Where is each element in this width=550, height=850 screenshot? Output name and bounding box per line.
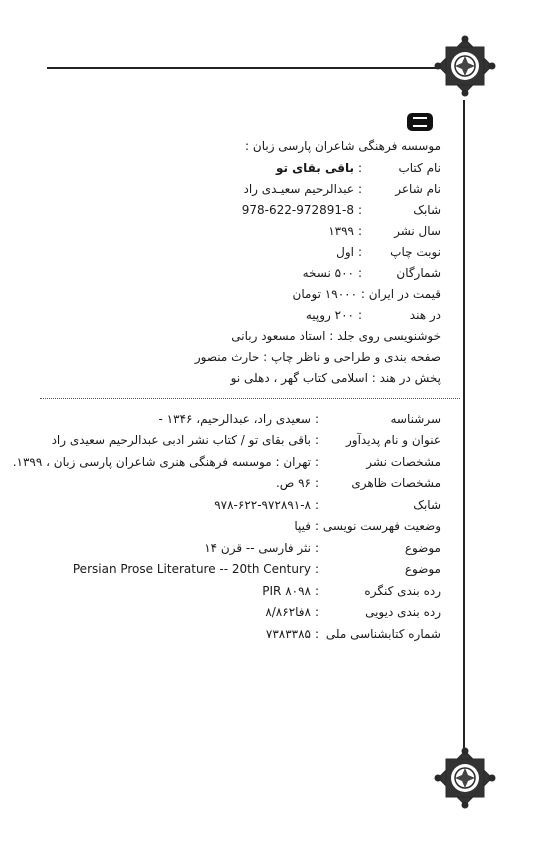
side-rule [463,100,465,760]
catalog-value: PIR ۸۰۹۸ [262,583,311,598]
field-label: در هند [409,307,441,322]
field-separator: : [357,265,363,280]
india-distribution: پخش در هند : اسلامی کتاب گهر ، دهلی نو [230,370,441,385]
publisher-block [111,135,441,388]
catalog-separator: : [314,497,320,512]
catalog-separator: : [314,583,320,598]
field-label: نام کتاب [398,160,441,175]
catalog-label: شابک [413,497,441,512]
edition: اول [336,244,354,259]
catalog-separator: : [314,454,320,469]
dotted-divider [40,398,460,399]
catalog-separator: : [314,433,320,448]
catalog-row [1,580,441,602]
catalog-value: ۷۳۸۳۳۸۵ [265,626,311,641]
catalog-value: نثر فارسی -- قرن ۱۴ [204,540,311,555]
catalog-row [1,451,441,473]
field-label: سال نشر [394,223,441,238]
field-separator: : [357,244,363,259]
catalog-value: فیپا [294,519,311,534]
catalog-value: ۸فا۸/۸۶۲ [265,605,311,620]
field-row [111,157,441,178]
catalog-label: سرشناسه [390,411,441,426]
field-separator: : [357,202,363,217]
publisher-logo-icon [407,113,433,131]
catalog-row [1,430,441,452]
catalog-row [1,473,441,495]
catalog-row [1,602,441,624]
catalog-separator: : [314,605,320,620]
field-row [111,199,441,220]
field-row [111,241,441,262]
field-label: شابک [413,202,441,217]
catalog-value: ۹۶ ص. [275,476,311,491]
calligraphy-credit: خوشنویسی روی جلد : استاد مسعود ربانی [231,328,441,343]
catalog-row [1,516,441,538]
catalog-separator: : [314,519,320,534]
print-run: ۵۰۰ نسخه [302,265,354,280]
catalog-label: رده بندی دیویی [365,605,441,620]
field-separator: : [357,223,363,238]
catalog-separator: : [314,562,320,577]
catalog-label: رده بندی کنگره [364,583,441,598]
ornament-top-icon [432,33,498,99]
field-row [111,304,441,325]
catalog-separator: : [314,411,320,426]
publication-year: ۱۳۹۹ [328,223,354,238]
layout-credit: صفحه بندی و طراحی و ناظر چاپ : حارث منصور [194,349,441,364]
catalog-label: مشخصات ظاهری [351,476,441,491]
book-title: باقی بقای تو [275,160,354,175]
field-row [111,178,441,199]
isbn: 978-622-972891-8 [241,202,354,217]
catalog-value: تهران : موسسه فرهنگی هنری شاعران پارسی زبان ، ۱۳۹۹. [12,454,311,469]
catalog-row [1,537,441,559]
field-separator: : [357,181,363,196]
catalog-value: سعیدی راد، عبدالرحیم، ۱۳۴۶ - [158,411,311,426]
price-iran: قیمت در ایران : ۱۹۰۰۰ تومان [292,286,441,301]
catalog-value: ۹۷۸-۶۲۲-۹۷۲۸۹۱-۸ [214,497,311,512]
field-row [111,262,441,283]
publisher-name: موسسه فرهنگی شاعران پارسی زبان : [245,139,441,153]
ornament-bottom-icon [432,745,498,811]
catalog-separator: : [314,626,320,641]
catalog-label: وضعیت فهرست نویسی [322,519,441,534]
top-rule [47,67,447,69]
catalog-label: موضوع [404,562,441,577]
catalog-block [1,408,441,645]
price-india: ۲۰۰ روپیه [305,307,354,322]
catalog-value: Persian Prose Literature -- 20th Century [72,562,311,577]
catalog-value: باقی بقای تو / کتاب نشر ادبی عبدالرحیم سعیدی راد [51,433,311,448]
field-label: نوبت چاپ [390,244,441,259]
catalog-row [1,559,441,581]
catalog-separator: : [314,476,320,491]
catalog-label: موضوع [404,540,441,555]
catalog-separator: : [314,540,320,555]
field-separator: : [357,307,363,322]
poet-name: عبدالرحیم سعیـدی راد [243,181,354,196]
field-row [111,220,441,241]
catalog-row [1,623,441,645]
catalog-label: شماره کتابشناسی ملی [325,626,441,641]
field-separator: : [357,160,363,175]
field-label: نام شاعر [395,181,441,196]
catalog-row [1,494,441,516]
catalog-label: مشخصات نشر [366,454,441,469]
catalog-row [1,408,441,430]
catalog-label: عنوان و نام پدیدآور [346,433,441,448]
field-label: شمارگان [396,265,441,280]
